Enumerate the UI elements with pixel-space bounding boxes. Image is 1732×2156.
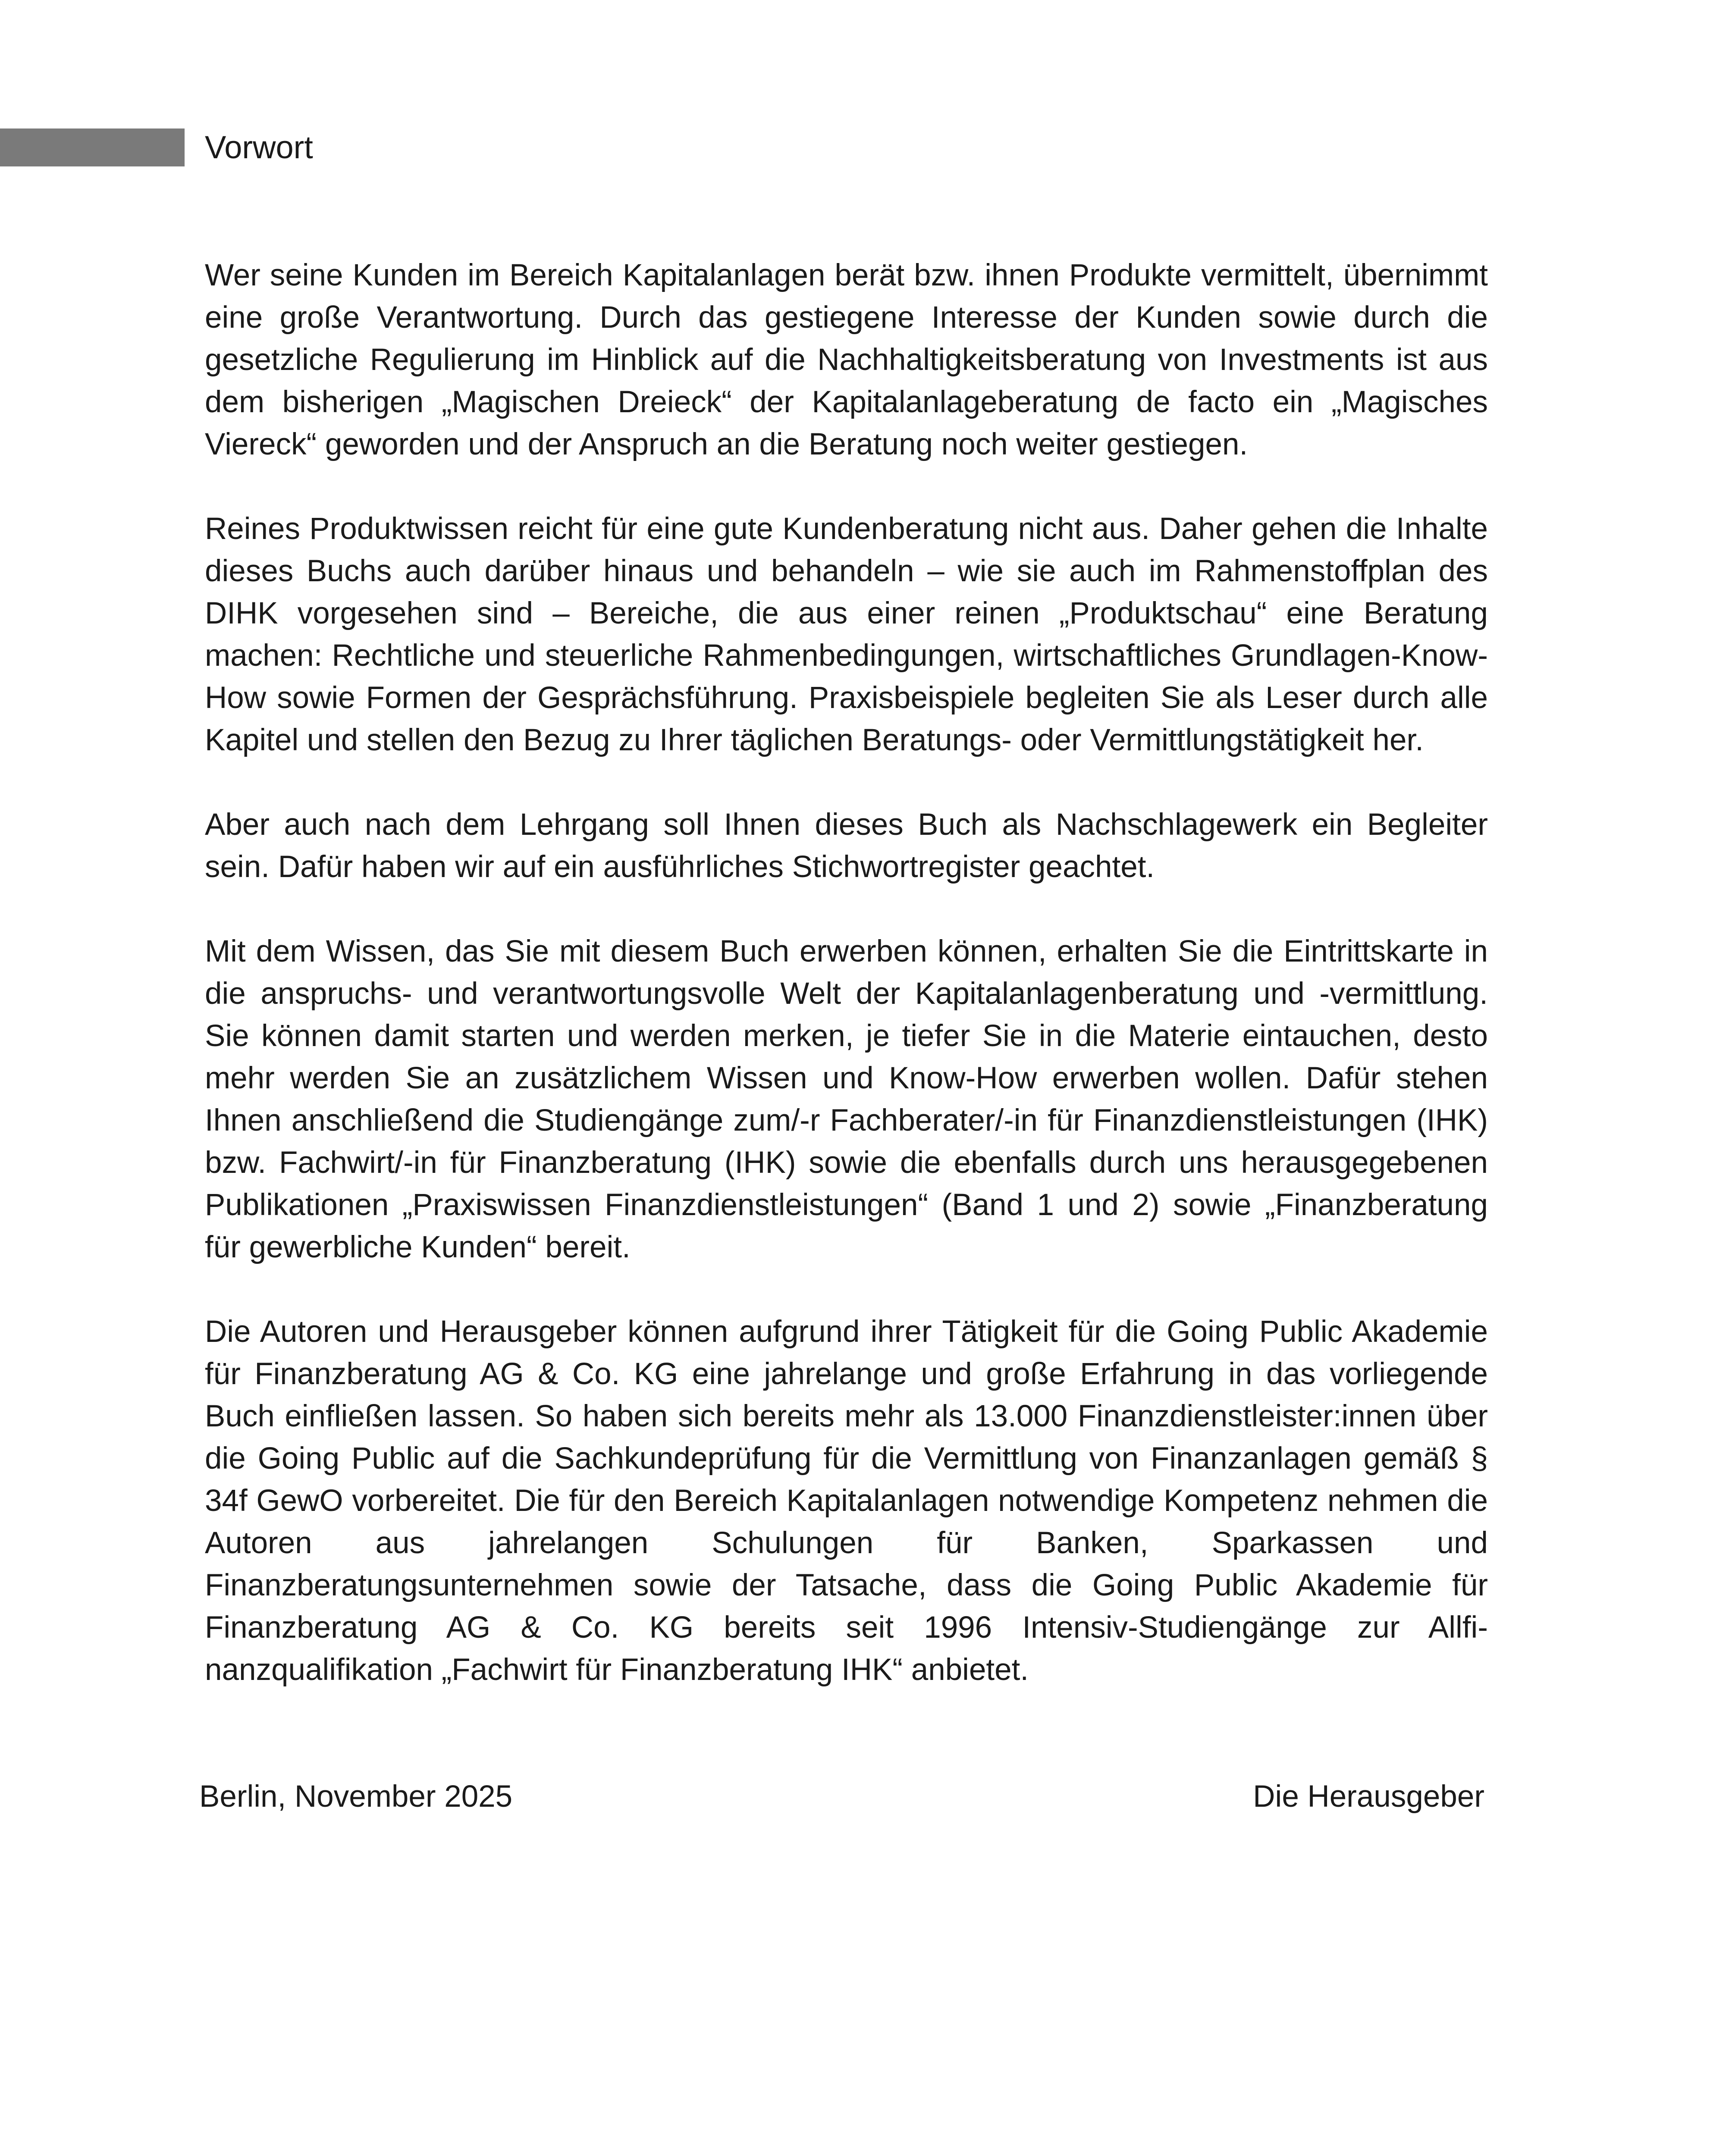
signoff	[199, 1776, 1484, 1818]
paragraph: Wer seine Kunden im Bereich Kapitalanlagen berät bzw. ihnen Produkte vermittelt, übernimmt eine große Verantwortung. Durch das gestiegene Interesse der Kunden sowie durch die gesetzliche Regulierung im Hinblick auf die Nachhaltigkeitsberatung von Investments ist aus dem bisherigen „Magischen Dreieck“ der Kapitalanlageberatung de facto ein „Magisches Viereck“ geworden und der Anspruch an die Beratung noch weiter gestiegen.	[205, 258, 1488, 461]
paragraph: Mit dem Wissen, das Sie mit diesem Buch erwerben können, erhalten Sie die Eintrittskarte in die anspruchs- und verantwortungsvolle Welt der Kapitalanlagenberatung und -vermittlung. Sie können damit starten und werden merken, je tiefer Sie in die Materie eintauchen, desto mehr werden Sie an zusätzlichem Wissen und Know-How erwerben wollen. Dafür stehen Ihnen anschließend die Studiengänge zum/-r Fachberater/-in für Finanzdienstleistungen (IHK) bzw. Fachwirt/-in für Finanzberatung (IHK) sowie die ebenfalls durch uns herausgegebenen Publikationen „Praxiswissen Finanzdienstleistungen“ (Band 1 und 2) sowie „Finanzberatung für gewerbliche Kunden“ bereit.	[205, 934, 1488, 1264]
signoff-author: Die Herausgeber	[1253, 1780, 1484, 1814]
paragraph: Reines Produktwissen reicht für eine gute Kundenberatung nicht aus. Daher gehen die Inhalte dieses Buchs auch darüber hinaus und behandeln – wie sie auch im Rahmenstoffplan des DIHK vorgesehen sind – Bereiche, die aus einer reinen „Produktschau“ eine Beratung machen: Rechtliche und steuerliche Rahmenbedingungen, wirtschaftliches Grundlagen-Know-How sowie Formen der Gesprächsführung. Praxisbeispiele begleiten Sie als Leser durch alle Kapitel und stellen den Bezug zu Ihrer täglichen Beratungs- oder Vermittlungstätigkeit her.	[205, 512, 1488, 757]
paragraph: Die Autoren und Herausgeber können aufgrund ihrer Tätigkeit für die Going Public Akademie für Finanzberatung AG & Co. KG eine jahrelange und große Erfahrung in das vorliegende Buch einfließen lassen. So haben sich bereits mehr als 13.000 Finanzdienstleister:innen über die Going Public auf die Sachkundeprüfung für die Vermittlung von Finanzanlagen gemäß § 34f GewO vorbereitet. Die für den Bereich Kapitalanlagen notwendige Kompetenz nehmen die Autoren aus jahrelangen Schulungen für Banken, Sparkassen und Finanzberatungsunternehmen sowie der Tatsache, dass die Going Public Akademie für Finanzberatung AG & Co. KG bereits seit 1996 Intensiv-Studiengänge zur Allfinanzqualifikation „Fachwirt für Finanzberatung IHK“ anbietet.	[205, 1315, 1488, 1687]
signoff-place-date: Berlin, November 2025	[199, 1780, 513, 1814]
body-text	[205, 254, 1488, 1691]
running-head: Vorwort	[205, 129, 313, 165]
header-bar	[0, 128, 185, 166]
paragraph: Aber auch nach dem Lehrgang soll Ihnen dieses Buch als Nachschlagewerk ein Begleiter sein. Dafür haben wir auf ein ausführliches Stichwortregister geachtet.	[205, 808, 1488, 884]
